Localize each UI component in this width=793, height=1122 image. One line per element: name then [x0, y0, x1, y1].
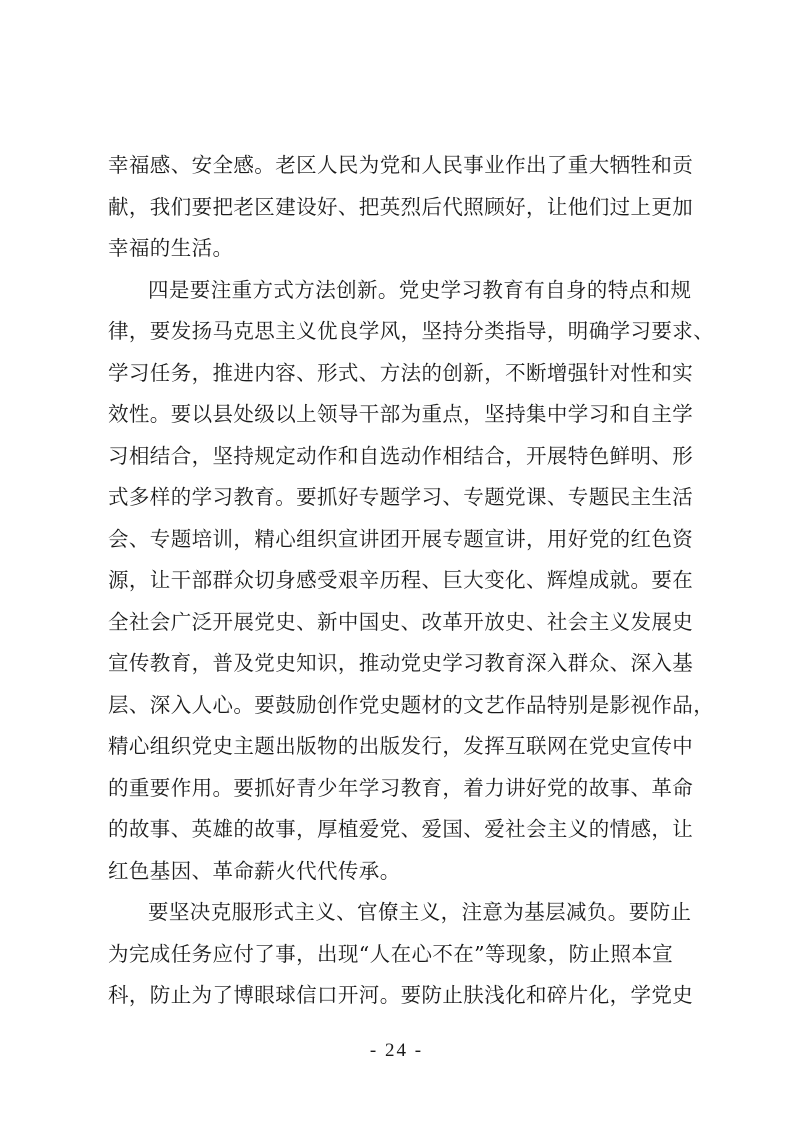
text-line: 幸福感、安全感。老区人民为党和人民事业作出了重大牺牲和贡 [108, 153, 694, 177]
text-line: 会、专题培训，精心组织宣讲团开展专题宣讲，用好党的红色资 [108, 526, 694, 551]
text-line: 献，我们要把老区建设好、把英烈后代照顾好，让他们过上更加 [108, 194, 694, 219]
text-line: 层、深入人心。要鼓励创作党史题材的文艺作品特别是影视作品， [108, 692, 715, 717]
text-line: 式多样的学习教育。要抓好专题学习、专题党课、专题民主生活 [108, 485, 694, 509]
text-line: 的重要作用。要抓好青少年学习教育，着力讲好党的故事、革命 [108, 775, 694, 800]
text-line: 效性。要以县处级以上领导干部为重点，坚持集中学习和自主学 [108, 402, 694, 426]
text-line: 幸福的生活。 [108, 236, 234, 260]
text-line: 科，防止为了博眼球信口开河。要防止肤浅化和碎片化，学党史 [108, 983, 694, 1007]
paragraph-first-line: 要坚决克服形式主义、官僚主义，注意为基层减负。要防止 [148, 900, 692, 924]
text-line: 律，要发扬马克思主义优良学风，坚持分类指导，明确学习要求、 [108, 319, 715, 343]
text-line: 宣传教育，普及党史知识，推动党史学习教育深入群众、深入基 [108, 651, 694, 675]
text-line: 为完成任务应付了事，出现“人在心不在”等现象，防止照本宣 [108, 941, 674, 966]
text-line: 习相结合，坚持规定动作和自选动作相结合，开展特色鲜明、形 [108, 443, 694, 468]
text-line: 红色基因、革命薪火代代传承。 [108, 858, 401, 883]
paragraph-first-line: 四是要注重方式方法创新。党史学习教育有自身的特点和规 [148, 277, 692, 302]
text-line: 的故事、英雄的故事，厚植爱党、爱国、爱社会主义的情感，让 [108, 817, 694, 841]
text-line: 源，让干部群众切身感受艰辛历程、巨大变化、辉煌成就。要在 [108, 568, 694, 592]
body-text [108, 145, 715, 1017]
text-line: 全社会广泛开展党史、新中国史、改革开放史、社会主义发展史 [108, 609, 694, 634]
page-number: - 24 - [369, 1040, 424, 1061]
text-line: 精心组织党史主题出版物的出版发行，发挥互联网在党史宣传中 [108, 734, 694, 758]
text-line: 学习任务，推进内容、形式、方法的创新，不断增强针对性和实 [108, 360, 694, 385]
